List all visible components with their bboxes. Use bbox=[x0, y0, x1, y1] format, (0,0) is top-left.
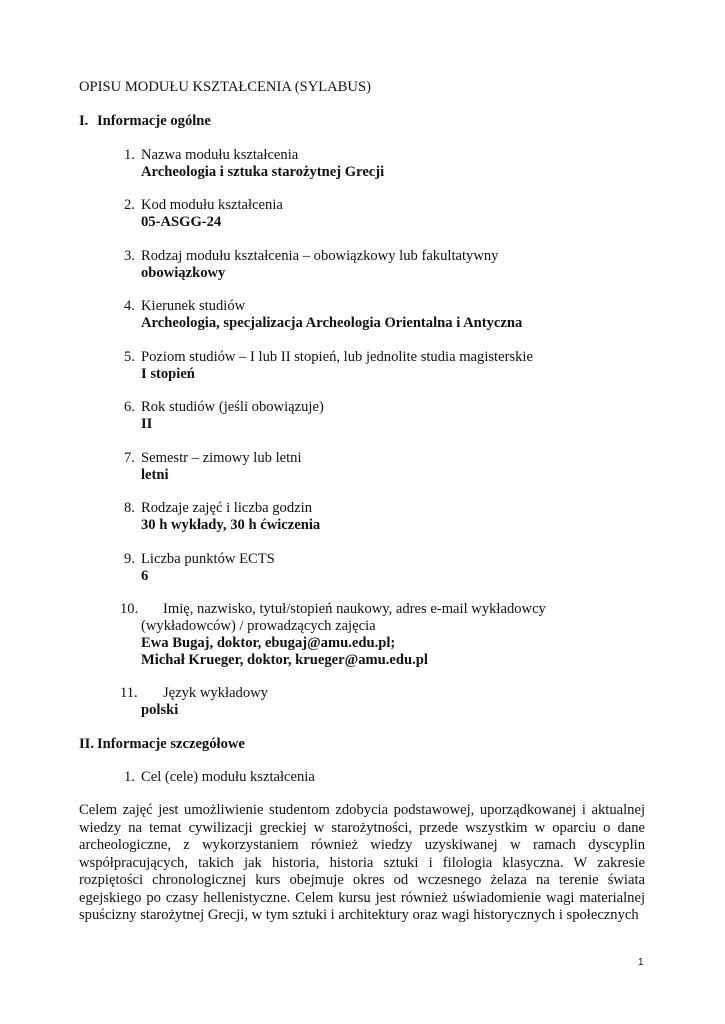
item-label: Poziom studiów – I lub II stopień, lub jednolite studia magisterskie bbox=[141, 349, 533, 365]
page-number: 1 bbox=[638, 957, 644, 968]
item-number: 11. bbox=[120, 685, 138, 701]
section-2-heading: Informacje szczegółowe bbox=[97, 736, 245, 752]
item-value: I stopień bbox=[141, 366, 195, 382]
item-label: Cel (cele) modułu kształcenia bbox=[141, 769, 315, 785]
item-label-continued: (wykładowców) / prowadzących zajęcia bbox=[141, 618, 376, 634]
item-value: Archeologia i sztuka starożytnej Grecji bbox=[141, 164, 385, 180]
item-label: Nazwa modułu kształcenia bbox=[141, 147, 299, 163]
item-number: 10. bbox=[120, 601, 139, 617]
item-label: Rok studiów (jeśli obowiązuje) bbox=[141, 399, 324, 415]
item-label: Liczba punktów ECTS bbox=[141, 551, 275, 567]
item-value: II bbox=[141, 416, 153, 432]
item-number: 3. bbox=[124, 248, 135, 264]
item-number: 8. bbox=[124, 500, 135, 516]
item-number: 1. bbox=[124, 769, 135, 785]
document-title: OPISU MODUŁU KSZTAŁCENIA (SYLABUS) bbox=[79, 79, 371, 95]
item-number: 4. bbox=[124, 298, 135, 314]
item-number: 2. bbox=[124, 197, 135, 213]
item-value: obowiązkowy bbox=[141, 265, 226, 281]
item-label: Język wykładowy bbox=[163, 685, 268, 701]
item-label: Imię, nazwisko, tytuł/stopień naukowy, adres e-mail wykładowcy bbox=[163, 601, 546, 617]
item-value: 30 h wykłady, 30 h ćwiczenia bbox=[141, 517, 321, 533]
item-number: 6. bbox=[124, 399, 135, 415]
item-value: polski bbox=[141, 702, 179, 718]
item-value: Ewa Bugaj, doktor, ebugaj@amu.edu.pl; bbox=[141, 635, 396, 651]
item-value: 6 bbox=[141, 568, 149, 584]
item-number: 7. bbox=[124, 450, 135, 466]
item-value: Archeologia, specjalizacja Archeologia Orientalna i Antyczna bbox=[141, 315, 523, 331]
item-value-continued: Michał Krueger, doktor, krueger@amu.edu.pl bbox=[141, 652, 428, 668]
item-label: Rodzaj modułu kształcenia – obowiązkowy lub fakultatywny bbox=[141, 248, 499, 264]
section-2-numeral: II. bbox=[79, 736, 95, 752]
section-1-heading: Informacje ogólne bbox=[97, 113, 211, 129]
item-number: 5. bbox=[124, 349, 135, 365]
item-label: Semestr – zimowy lub letni bbox=[141, 450, 302, 466]
item-label: Kierunek studiów bbox=[141, 298, 246, 314]
item-value: letni bbox=[141, 467, 169, 483]
item-label: Kod modułu kształcenia bbox=[141, 197, 283, 213]
item-number: 9. bbox=[124, 551, 135, 567]
section-1-numeral: I. bbox=[79, 113, 89, 129]
item-label: Rodzaje zajęć i liczba godzin bbox=[141, 500, 312, 516]
item-value: 05-ASGG-24 bbox=[141, 214, 222, 230]
item-number: 1. bbox=[124, 147, 135, 163]
course-goal-paragraph: Celem zajęć jest umożliwienie studentom zdobycia podstawowej, uporządkowanej i aktualnej wiedzy na temat cywilizacji greckiej w starożytności, przede wszystkim w oparciu o dane archeologiczne, z wykorzystaniem również wiedzy uzyskiwanej w ramach dyscyplin współpracujących, takich jak historia, historia sztuki i filologia klasyczna. W zakresie rozpiętości chronologicznej kurs obejmuje okres od wczesnego żelaza na terenie świata egejskiego po czasy hellenistyczne. Celem kursu jest również uświadomienie wagi materialnej spuścizny starożytnej Grecji, w tym sztuki i architektury oraz wagi historycznych i społecznych bbox=[79, 802, 645, 923]
